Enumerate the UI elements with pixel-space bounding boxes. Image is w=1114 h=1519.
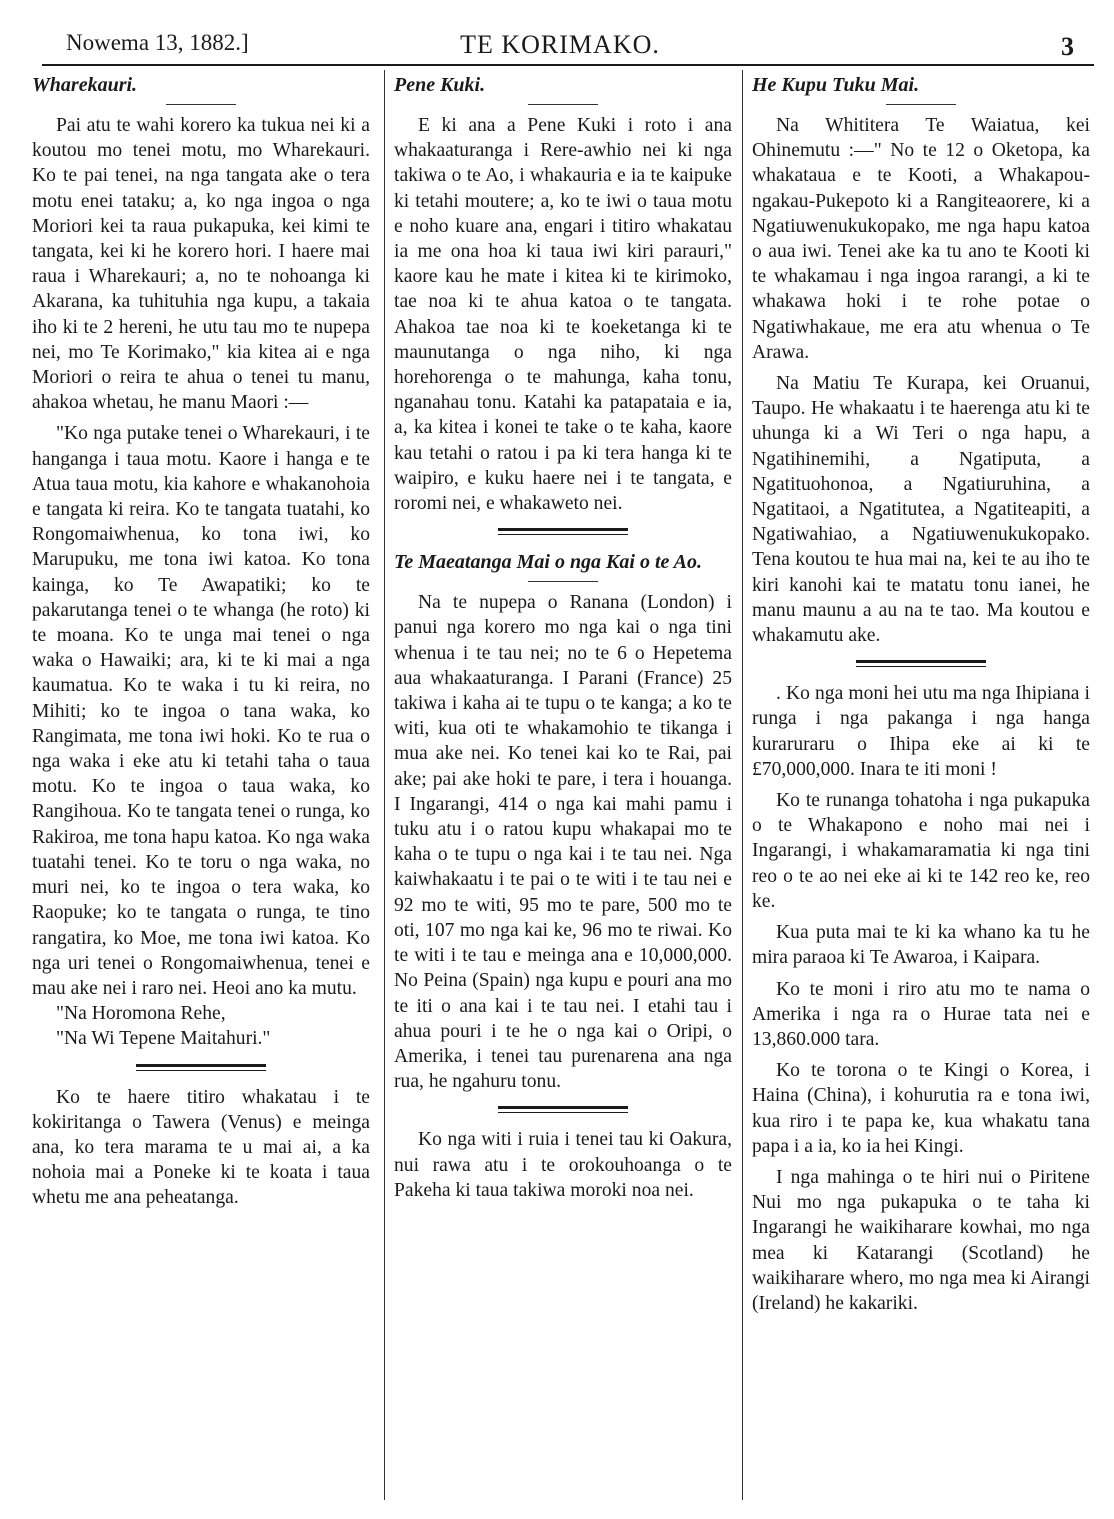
column-right — [752, 72, 1090, 1316]
article-paragraph: Ko te haere titiro whakatau i te kokiritanga o Tawera (Venus) e meinga ana, ko tera marama te u mai ai, a ka nohoia mai a Poneke ki te koata i taua whetu me ana peheatanga. — [32, 1086, 370, 1209]
article-paragraph: Ko te moni i riro atu mo te nama o Amerika i nga ra o Hurae tata nei e 13,860.000 tara. — [752, 978, 1090, 1050]
issue-date: Nowema 13, 1882.] — [66, 30, 249, 55]
column-divider — [384, 70, 385, 1500]
article-heading: Pene Kuki. — [394, 74, 486, 96]
article-paragraph: Ko nga witi i ruia i tenei tau ki Oakura, nui rawa atu i te orokouhoanga o te Pakeha ki taua takiwa moroki noa nei. — [394, 1129, 732, 1201]
heading-rule — [886, 104, 956, 105]
article-paragraph: Ko te runanga tohatoha i nga pukapuka o te Whakapono e noho mai nei i Ingarangi, i whakamaramatia ki nga tini reo o te ao nei eke ai ki te 142 reo ke, reo ke. — [752, 790, 1090, 912]
article-heading: Te Maeatanga Mai o nga Kai o te Ao. — [394, 551, 702, 574]
article-paragraph: Na Matiu Te Kurapa, kei Oruanui, Taupo. He whakaatu i te haerenga atu ki te uhunga ki a Wi Teri o nga hapu, a Ngatihinemihi, a Ngatiputa, a Ngatituohonoa, a Ngatiuruhina, a Ngatitaoi, a Ngatitutea, a Ngatiteapiti, a Ngatiwahiao, a Ngatiuwenukukopako. Tena koutou te hua mai na, kei te au iho te kiri kanohi kai te matatu tonu ianei, he manu maunu a au na te tao. Ma koutou e whakamutu ake. — [752, 373, 1090, 647]
article-paragraph: E ki ana a Pene Kuki i roto i ana whakaaturanga i Rere-awhio nei ki nga takiwa o te Ao, i whakauria e ia te kaipuke ki tetahi moutere; a, ko te iwi o taua motu e noho kuare ana, engari i titiro whakatau ia me ona hoa ki taua iwi kiri parauri," kaore kau he mate i kitea ki te kirimoko, tae noa ki te ahua katoa o te tangata. Ahakoa tae noa ki te koeketanga ki te maunutanga o nga niho, ki nga horehorenga o te mahunga, kaha tonu, nganahau tonu. Katahi ka patapataia e ia, a, ka kitea i konei te take o te kaha, kaore kau tetahi o ratou i pa ki tera hanga ki te waipiro, e kuku haere nei i te tangata, e roromi nei, e whakaweto nei. — [394, 115, 732, 515]
heading-rule — [166, 104, 236, 105]
section-divider — [498, 1106, 628, 1113]
article-paragraph: Kua puta mai te ki ka whano ka tu he mira paraoa ki Te Awaroa, i Kaipara. — [752, 922, 1090, 969]
column-divider — [742, 70, 743, 1500]
column-left — [32, 72, 370, 1211]
article-paragraph: Pai atu te wahi korero ka tukua nei ki a koutou mo tenei motu, mo Wharekauri. Ko te pai tenei, na nga tangata ake o tera motu enei tataku; a, ko nga ingoa o nga Moriori kei ta raua pukapuka, kei kimi te tangata, kei ki he korero hori. I haere mai raua i Wharekauri; a, no te nohoanga ki Akarana, ka tuhituhia nga kupu, a takaia iho ki te 2 hereni, he utu tau mo te nupepa nei, mo Te Korimako," kia kitea ai e nga Moriori o reira te ahua o tenei tu manu, ahakoa whetau, he manu Maori :— — [32, 115, 370, 414]
heading-rule — [528, 581, 598, 582]
page-header — [42, 30, 1078, 62]
article-paragraph: "Ko nga putake tenei o Wharekauri, i te hanganga i taua motu. Kaore i hanga e te Atua taua motu, kia kahore e whakanohoia e tangata ki reira. Ko te tangata tuatahi, ko Rongomaiwhenua, ko tona iwi, ko Marupuku, me tona iwi katoa. Ko tona kainga, ko Te Awapatiki; ko te pakarutanga tenei o te whanga (he roto) ki te moana. Ko te unga mai tenei o nga waka o Hawaiki; ara, ki te ki mai a nga kaumatua. Ko te waka i tu ki reira, no Mihiti; ko te ingoa o tana waka, ko Rangimata, me tona iwi hoki. Ko te rua o nga waka i eke atu ki tetahi taha o taua motu. Ko te ingoa o taua waka, ko Rangihoua. Ko te tangata tenei o runga, ko Rakiroa, me tona hapu katoa. Ko nga waka tuatahi tenei. Ko te toru o nga waka, no muri nei, ko te ingoa o tera waka, ko Raopuke; ko te tangata o runga, te tino rangatira, ko Moe, me tona iwi katoa. Ko nga uri tenei o Rongomaiwhenua, tenei e mau ake nei i raro nei. Heoi ano ka mutu. — [32, 423, 370, 999]
heading-rule — [528, 104, 598, 105]
section-divider — [856, 660, 986, 667]
masthead-title: TE KORIMAKO. — [460, 30, 660, 59]
article-paragraph: Na Whititera Te Waiatua, kei Ohinemutu :—" No te 12 o Oketopa, ka whakataua e te Kooti, a Whakapou-ngakau-Pukepoto ki a Rangiteaorere, ki a Ngatiuwenukukopako, me nga hapu katoa o aua iwi. Tenei ake ka tu ano te Kooti ki te whakamau i nga ingoa rarangi, a ki te whakawa hoki i te rohe potae o Ngatiwhakaue, me era atu whenua o Te Arawa. — [752, 115, 1090, 363]
article-heading: Wharekauri. — [32, 74, 138, 96]
header-rule — [42, 64, 1094, 66]
page-number: 3 — [1061, 32, 1074, 61]
article-paragraph: I nga mahinga o te hiri nui o Piritene Nui mo nga pukapuka o te taha ki Ingarangi he waikiharare kowhai, mo nga mea ki Katarangi (Scotland) he waikiharare whero, mo nga mea ki Airangi (Ireland) he kakariki. — [752, 1166, 1090, 1314]
signature-line: "Na Horomona Rehe, — [56, 1003, 226, 1025]
section-divider — [136, 1064, 266, 1071]
article-paragraph: . Ko nga moni hei utu ma nga Ihipiana i runga i nga pakanga i nga hanga kuraruraru o Ihipa eke ai ki te £70,000,000. Inara te iti moni ! — [752, 683, 1090, 780]
article-paragraph: Na te nupepa o Ranana (London) i panui nga korero mo nga kai o nga tini whenua i te tau nei; no te 6 o Hepetema aua whakaaturanga. I Parani (France) 25 takiwa i kaha ai te tupu o te kanga; a ko te witi, kua oti te whakamohio te tikanga i mua ake nei. Ko tenei kai ko te Rai, pai ake; pai ake hoki te pare, i tera i houanga. I Ingarangi, 414 o nga kai mahi pamu i tuku atu i o ratou kupu whakapai mo te kaha o te tupu o nga kai i te tau nei. Nga kaiwhakaatu i te pai o te witi i te tau nei e 92 mo te witi, 95 mo te pare, 500 mo te oti, 107 mo nga kai ke, 96 mo te riwai. Ko te witi i te tau e meinga ana e 10,000,000. No Peina (Spain) nga kupu e pouri ana mo te iti o ana kai i te tau nei. I etahi tau i ahua pouri i te he o nga kai o Oripi, o Amerika, i tenei tau purenarena ana nga rua, he ngahuru tonu. — [394, 592, 732, 1093]
article-paragraph: Ko te torona o te Kingi o Korea, i Haina (China), i kohurutia ra e tona iwi, kua riro i te papa ke, kua whakatu tana papa i a ia, ko ia hei Kingi. — [752, 1060, 1090, 1157]
column-middle — [394, 72, 732, 1203]
article-heading: He Kupu Tuku Mai. — [752, 74, 920, 96]
signature-line: "Na Wi Tepene Maitahuri." — [56, 1028, 271, 1050]
section-divider — [498, 528, 628, 535]
